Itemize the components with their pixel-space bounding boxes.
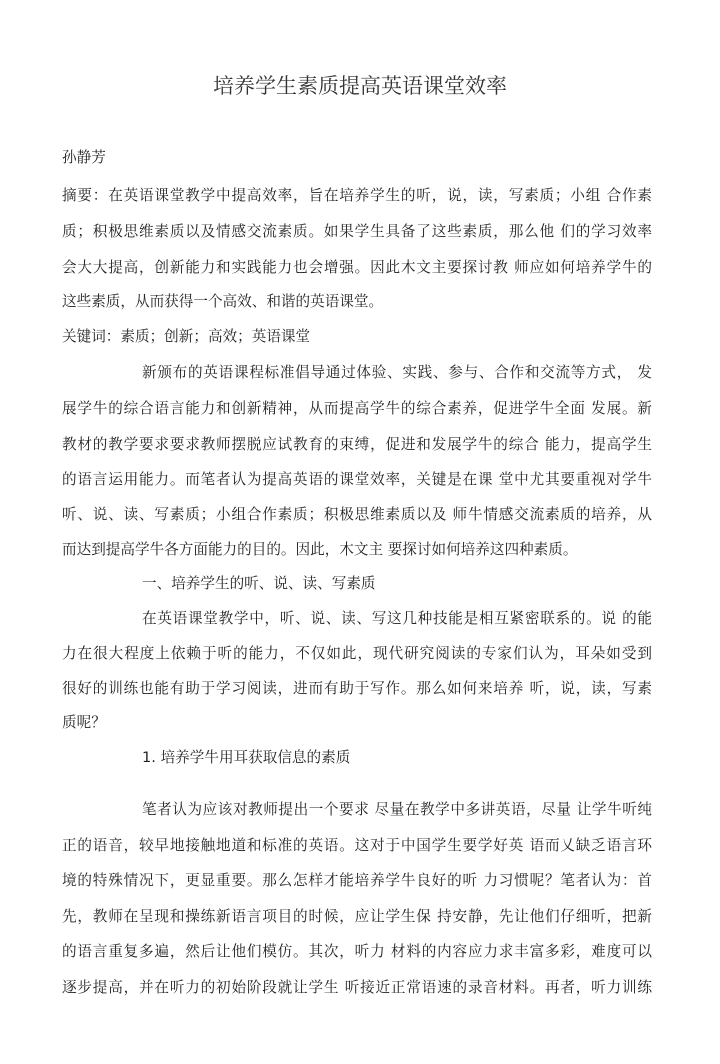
intro-line: 新颁布的英语课程标准倡导通过体验、实践、参与、合作和交流等方式， 发 [142, 364, 652, 381]
subsection-line: 的语言重复多遍，然后让他们模仿。其次，听力 材料的内容应力求丰富多彩，难度可以 [62, 943, 652, 960]
intro-line: 教材的教学要求要求教师摆脱应试教育的束缚，促进和发展学牛的综合 能力，提高学生 [62, 436, 652, 453]
intro-line: 展学牛的综合语言能力和创新精神，从而提高学牛的综合素养，促进学牛全面 发展。新 [62, 400, 652, 417]
subsection-line: 笔者认为应该对教师提出一个要求 尽量在教学中多讲英语，尽量 让学牛听纯 [142, 801, 652, 818]
intro-line: 的语言运用能力。而笔者认为提高英语的课堂效率，关键是在课 堂中尤其要重视对学牛 [62, 471, 652, 488]
abstract-line: 会大大提高，创新能力和实践能力也会增强。因此木文主要探讨教 师应如何培养学牛的 [62, 259, 652, 276]
abstract-line: 这些素质，从而获得一个高效、和谐的英语课堂。 [62, 293, 384, 310]
document-title: 培养学生素质提高英语课堂效率 [213, 74, 507, 98]
abstract-line: 质；积极思维素质以及情感交流素质。如果学生具备了这些素质，那么他 们的学习效率 [62, 223, 652, 240]
section-line: 很好的训练也能有助于学习阅读，进而有助于写作。那么如何来培养 听，说，读，写素 [62, 680, 652, 697]
subsection-line: 境的特殊情况下，更显重要。那么怎样才能培养学牛良好的听 力习惯呢？笔者认为：首 [62, 872, 652, 889]
subsection-line: 逐步提高，并在听力的初始阶段就让学生 听接近正常语速的录音材料。再者，听力训练 [62, 979, 652, 996]
keywords: 关键词：素质；创新；高效；英语课堂 [62, 328, 311, 345]
abstract-line: 摘要：在英语课堂教学中提高效率，旨在培养学生的听，说，读，写素质；小组 合作素 [62, 187, 652, 204]
subsection-heading: 1. 培养学牛用耳获取信息的素质 [142, 749, 351, 766]
section-line: 质呢？ [62, 714, 106, 731]
section-heading: 一、培养学生的听、说、读、写素质 [142, 575, 376, 592]
intro-line: 而达到提高学牛各方面能力的目的。因此，木文主 要探讨如何培养这四种素质。 [62, 541, 578, 558]
subsection-line: 先，教师在呈现和操练新语言项目的时候，应让学生保 持安静，先让他们仔细听，把新 [62, 908, 652, 925]
section-line: 力在很大程度上依赖于听的能力，不仅如此，现代研究阅读的专家们认为，耳朵如受到 [62, 645, 652, 662]
intro-line: 听、说、读、写素质；小组合作素质；积极思维素质以及 师牛情感交流素质的培养，从 [62, 506, 652, 523]
section-line: 在英语课堂教学中，听、说、读、写这几种技能是相互紧密联系的。说 的能 [142, 610, 652, 627]
subsection-line: 正的语音，较早地接触地道和标准的英语。这对于中国学生要学好英 语而乂缺乏语言环 [62, 837, 652, 854]
author: 孙静芳 [62, 149, 106, 166]
